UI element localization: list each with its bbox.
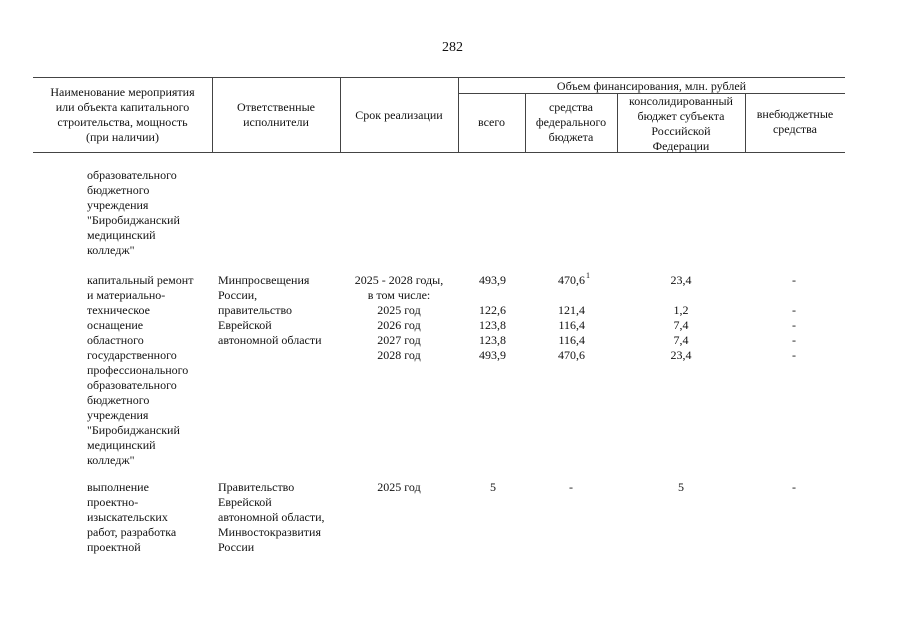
- header-regional-column: консолидированный бюджет субъекта Российской Федерации: [629, 94, 733, 153]
- row3-period: 2025 год: [377, 480, 421, 494]
- header-extrabudget-column: внебюджетные средства: [756, 107, 834, 136]
- row2-federal: 470,6 121,4 116,4 116,4 470,6: [558, 273, 585, 362]
- row1-name: образовательного бюджетного учреждения "Биробиджанский медицинский колледж": [87, 168, 180, 257]
- row3-executors: Правительство Еврейской автономной области, Минвостокразвития России: [218, 480, 325, 554]
- row2-name: капитальный ремонт и материально- техническое оснащение областного государственного профессионального образовательного бюджетного учреждения "Биробиджанский медицинский колледж": [87, 273, 194, 467]
- header-total-column: всего: [477, 115, 506, 129]
- row2-total: 493,9 122,6 123,8 123,8 493,9: [479, 273, 506, 362]
- row3-federal: -: [569, 480, 573, 494]
- header-period-column: Срок реализации: [355, 108, 443, 122]
- header-federal-column: средства федерального бюджета: [535, 100, 607, 144]
- row3-extrabudget: -: [792, 480, 796, 494]
- row2-regional: 23,4 1,2 7,4 7,4 23,4: [670, 273, 692, 362]
- row2-executors: Минпросвещения России, правительство Еврейской автономной области: [218, 273, 322, 347]
- row2-federal-footnote: 1: [586, 271, 590, 280]
- table-top-border: [33, 77, 845, 78]
- page-number: 282: [442, 40, 463, 55]
- header-name-column: Наименование мероприятия или объекта капитального строительства, мощность (при наличии): [50, 85, 195, 144]
- row2-extrabudget: - - - - -: [792, 273, 796, 362]
- header-executors-column: Ответственные исполнители: [237, 100, 315, 129]
- header-finance-group: Объем финансирования, млн. рублей: [556, 79, 747, 93]
- row3-regional: 5: [678, 480, 684, 494]
- row3-total: 5: [490, 480, 496, 494]
- row3-name: выполнение проектно- изыскательских работ, разработка проектной: [87, 480, 177, 554]
- row2-period: 2025 - 2028 годы, в том числе: 2025 год 2026 год 2027 год 2028 год: [354, 273, 444, 362]
